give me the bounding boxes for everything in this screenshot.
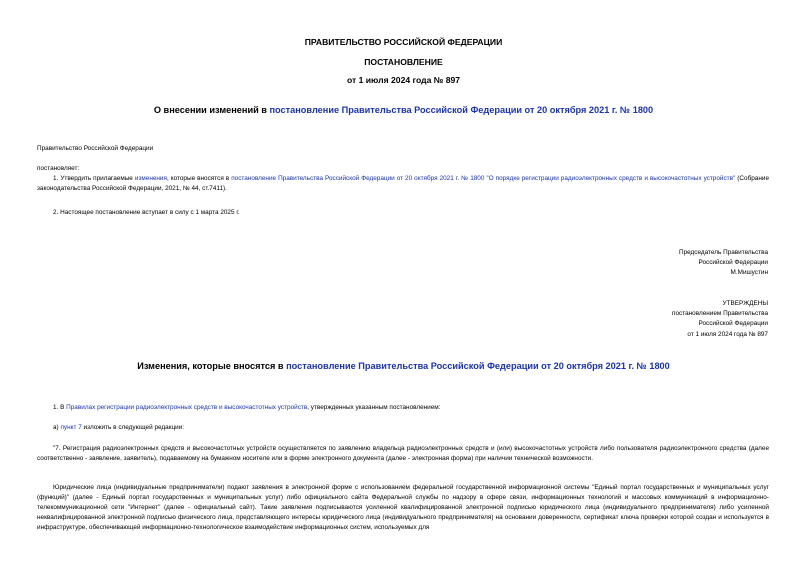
document-title-prefix: О внесении изменений в — [153, 105, 270, 115]
changes-title — [0, 361, 807, 371]
changes-item-1-text-a: 1. В — [53, 404, 67, 411]
signature-name: М.Мишустин — [730, 269, 768, 277]
item-1-text-c: (Собрание законодательства Российской Федерации, 2021, № 44, ст.7411). — [37, 175, 770, 192]
approval-date: от 1 июля 2024 года № 897 — [687, 330, 768, 338]
document-title-link[interactable]: постановление Правительства Российской Федерации от 20 октября 2021 г. № 1800 — [269, 105, 654, 115]
changes-item-1 — [37, 403, 769, 413]
approval-block — [520, 299, 768, 340]
doc-type-heading: ПОСТАНОВЛЕНИЕ — [364, 57, 443, 67]
item-1-paragraph — [37, 174, 769, 194]
registration-rules-link[interactable]: Правилах регистрации радиоэлектронных средств и высокочастотных устройств — [66, 404, 308, 411]
quote-point-7: "7. Регистрация радиоэлектронных средств и высокочастотных устройств осуществляется по заявлению владельца радиоэлектронных средств и (или) высокочастотных устройств либо пользователя радиоэлектронного средства (далее соответственно - заявление, заявитель), подаваемому на бумажном носителе или в форме электронного документа (далее - электронная форма) при наличии технической возможности. — [37, 445, 769, 462]
changes-item-a-text-a: а) — [53, 424, 61, 431]
changes-item-1-text-b: , утвержденных указанным постановлением: — [307, 404, 441, 411]
signature-position: Председатель Правительства — [679, 249, 768, 256]
signature-block — [520, 248, 768, 279]
point-7-link[interactable]: пункт 7 — [60, 424, 82, 431]
changes-item-a-text-b: изложить в следующей редакции: — [81, 424, 185, 431]
doc-date: от 1 июля 2024 года № 897 — [346, 75, 461, 85]
approval-line-3: Российской Федерации — [698, 320, 768, 328]
item-1-text-a: 1. Утвердить прилагаемые — [53, 175, 135, 182]
resolves-text: постановляет: — [37, 165, 80, 172]
resolution-1800-link[interactable]: постановление Правительства Российской Федерации от 20 октября 2021 г. № 1800 "О порядке регистрации радиоэлектронных средств и высокочастотных устройств" — [231, 175, 736, 182]
changes-title-link[interactable]: постановление Правительства Российской Федерации от 20 октября 2021 г. № 1800 — [286, 361, 670, 371]
issuer-text: Правительство Российской Федерации — [37, 145, 154, 152]
changes-link[interactable]: изменения — [134, 175, 167, 182]
changes-item-a — [37, 423, 769, 433]
changes-title-prefix: Изменения, которые вносятся в — [137, 361, 287, 371]
item-2-paragraph: 2. Настоящее постановление вступает в силу с 1 марта 2025 г. — [53, 209, 240, 216]
document-title — [0, 105, 807, 115]
approval-line-2: постановлением Правительства — [672, 310, 768, 318]
legal-entities-paragraph: Юридические лица (индивидуальные предприниматели) подают заявления в электронной форме с использованием федеральной государственной информационной системы "Единый портал государственных и муниципальных услуг (функций)" (далее - Единый портал государственных и муниципальных услуг) либо официального сайта Федеральной службы по надзору в сфере связи, информационных технологий и массовых коммуникаций в информационно-телекоммуникационной сети "Интернет" (далее - официальный сайт). Такие заявления подписываются усиленной квалифицированной электронной подписью юридического лица (индивидуального предпринимателя) либо усиленной неквалифицированной электронной подписью физического лица, представляющего интересы юридического лица (индивидуального предпринимателя) на основании доверенности, сертификат ключа проверки которой создан и используется в инфраструктуре, обеспечивающей информационно-технологическое взаимодействие информационных систем, используемых для — [37, 484, 769, 531]
org-heading: ПРАВИТЕЛЬСТВО РОССИЙСКОЙ ФЕДЕРАЦИИ — [304, 37, 503, 47]
signature-country: Российской Федерации — [698, 259, 768, 267]
approval-heading: УТВЕРЖДЕНЫ — [722, 300, 768, 307]
item-1-text-b: , которые вносятся в — [166, 175, 232, 182]
